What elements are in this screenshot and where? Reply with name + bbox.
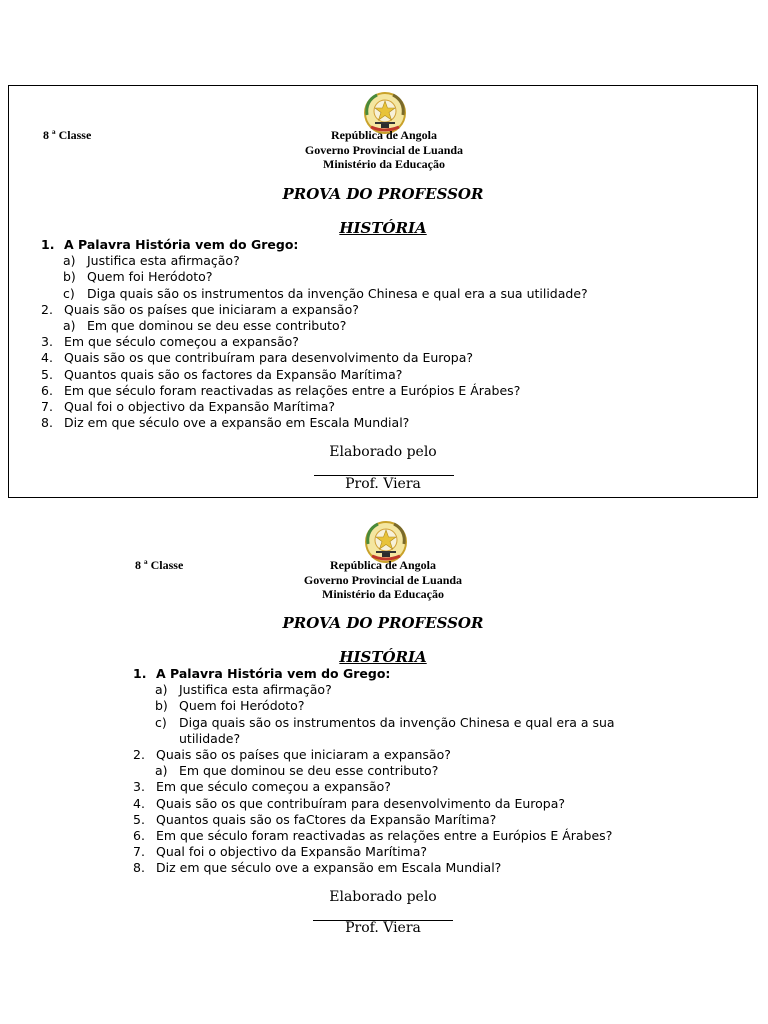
- question-2a: a) Em que dominou se deu esse contributo?: [63, 318, 347, 334]
- question-2a: a) Em que dominou se deu esse contributo?: [155, 763, 439, 779]
- question-1c-continued: utilidade?: [179, 730, 241, 746]
- question-5: 5. Quantos quais são os factores da Expansão Marítima?: [41, 366, 403, 382]
- prepared-by-label: Elaborado pelo: [329, 444, 437, 460]
- question-4: 4. Quais são os que contribuíram para desenvolvimento da Europa?: [133, 795, 566, 811]
- question-2: 2. Quais são os países que iniciaram a expansão?: [133, 747, 451, 763]
- question-8: 8. Diz em que século ove a expansão em Escala Mundial?: [133, 860, 502, 876]
- question-3: 3. Em que século começou a expansão?: [41, 334, 299, 350]
- question-7: 7. Qual foi o objectivo da Expansão Marítima?: [41, 399, 336, 415]
- question-1: 1. A Palavra História vem do Grego:: [133, 666, 391, 681]
- government-line: Governo Provincial de Luanda: [303, 572, 463, 587]
- exam-title: PROVA DO PROFESSOR: [282, 614, 484, 632]
- question-list: [133, 666, 693, 877]
- ministry-line: Ministério da Educação: [323, 157, 445, 171]
- question-3: 3. Em que século começou a expansão?: [133, 779, 391, 795]
- grade-label: 8 ª Classe: [43, 128, 92, 142]
- question-1c: c) Diga quais são os instrumentos da invenção Chinesa e qual era a sua: [155, 714, 615, 730]
- republic-line: República de Angola: [330, 128, 438, 142]
- government-line: Governo Provincial de Luanda: [304, 142, 464, 157]
- question-1b: b) Quem foi Heródoto?: [63, 269, 213, 285]
- question-2: 2. Quais são os países que iniciaram a expansão?: [41, 301, 359, 317]
- question-1a: a) Justifica esta afirmação?: [63, 253, 240, 269]
- question-1b: b) Quem foi Heródoto?: [155, 698, 305, 714]
- subject-title: HISTÓRIA: [339, 219, 427, 237]
- question-1: 1. A Palavra História vem do Grego:: [41, 237, 299, 252]
- question-5: 5. Quantos quais são os faCtores da Expansão Marítima?: [133, 811, 497, 827]
- question-list: [41, 237, 741, 431]
- question-4: 4. Quais são os que contribuíram para desenvolvimento da Europa?: [41, 350, 474, 366]
- question-1c: c) Diga quais são os instrumentos da invenção Chinesa e qual era a sua utilidade?: [63, 285, 588, 301]
- question-7: 7. Qual foi o objectivo da Expansão Marítima?: [133, 844, 428, 860]
- teacher-name: Prof. Viera: [345, 920, 421, 936]
- exam-sheet-top: [8, 85, 758, 498]
- question-6: 6. Em que século foram reactivadas as relações entre a Európios E Árabes?: [133, 828, 613, 844]
- institution-header: [233, 558, 533, 602]
- question-6: 6. Em que século foram reactivadas as relações entre a Európios E Árabes?: [41, 382, 521, 398]
- exam-sheet-bottom: [8, 516, 758, 936]
- institution-header: [234, 128, 534, 172]
- republic-line: República de Angola: [329, 558, 437, 572]
- subject-title: HISTÓRIA: [339, 648, 427, 666]
- grade-label: 8 ª Classe: [135, 558, 184, 572]
- ministry-line: Ministério da Educação: [322, 587, 444, 601]
- question-8: 8. Diz em que século ove a expansão em Escala Mundial?: [41, 415, 410, 431]
- question-1a: a) Justifica esta afirmação?: [155, 682, 332, 698]
- exam-title: PROVA DO PROFESSOR: [282, 185, 484, 203]
- prepared-by-label: Elaborado pelo: [329, 889, 437, 905]
- teacher-name: Prof. Viera: [345, 476, 421, 492]
